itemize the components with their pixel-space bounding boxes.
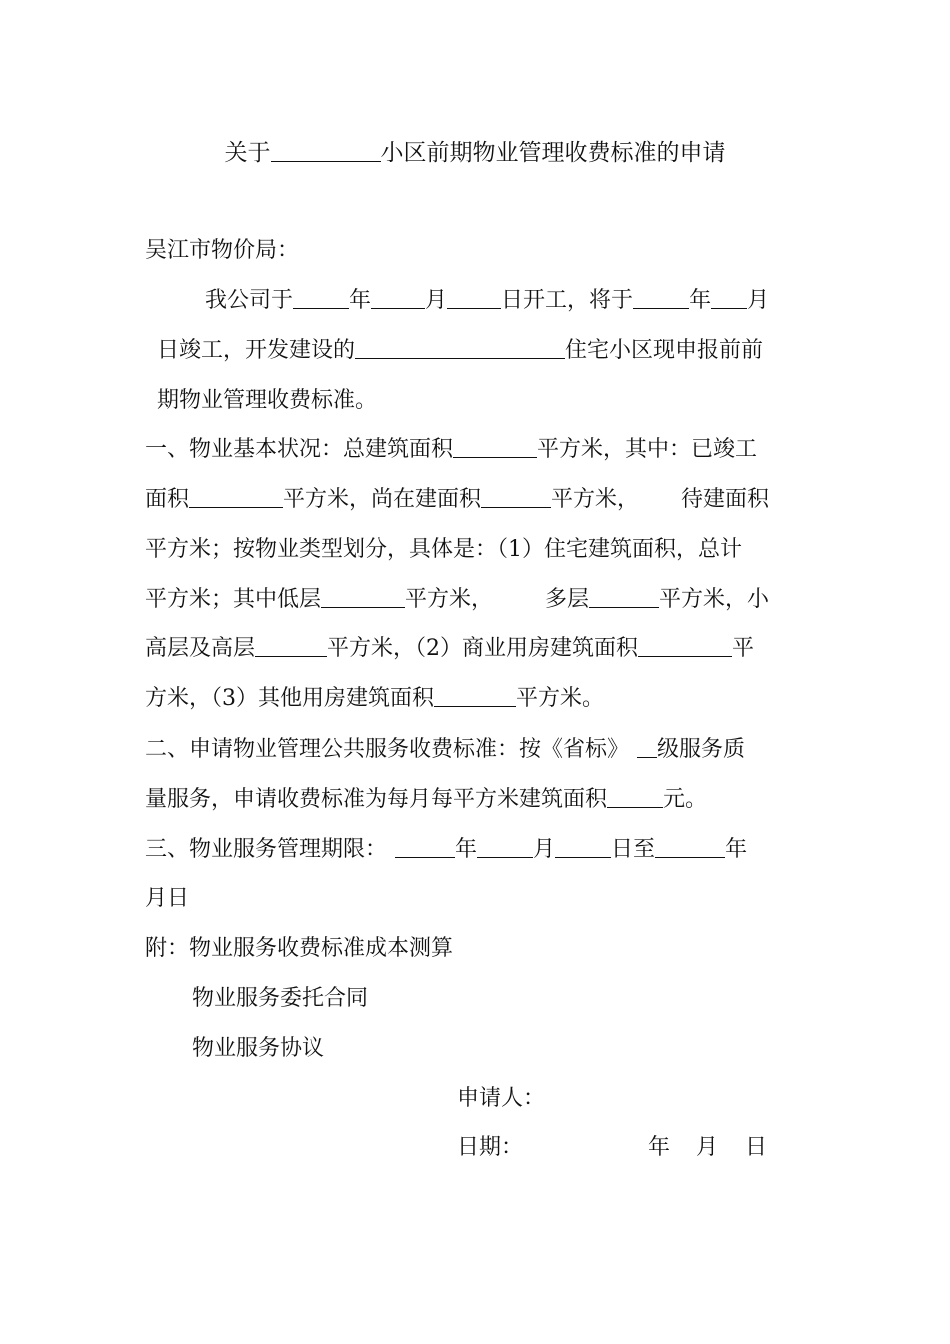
date-day-label: 日 — [745, 1135, 768, 1160]
period-end-year-blank — [655, 835, 725, 858]
finish-year-blank — [633, 286, 689, 309]
intro-text: 日开工，将于 — [501, 288, 634, 313]
section1-line-1 — [145, 435, 757, 465]
intro-line-2 — [157, 336, 763, 366]
section2-text: 二、申请物业管理公共服务收费标准：按《省标》 — [145, 737, 630, 762]
section1-line-6 — [145, 684, 604, 714]
intro-text: 年 — [689, 288, 712, 313]
section1-line-2 — [145, 485, 769, 515]
section2-line-1 — [145, 735, 745, 765]
section1-text: 平方米；其中低层 — [145, 587, 322, 612]
addressee: 吴江市物价局： — [145, 238, 300, 263]
section1-line-4 — [145, 585, 769, 615]
service-level-blank — [637, 735, 657, 758]
section1-text: 待建面积 — [681, 487, 770, 512]
section1-text: 平方米，小 — [659, 587, 770, 612]
intro-text: 月 — [747, 288, 770, 313]
document-title — [0, 137, 950, 169]
section3-line-1 — [145, 835, 747, 865]
intro-text: 住宅小区现申报前前 — [565, 338, 764, 363]
start-year-blank — [293, 286, 349, 309]
section1-line-5 — [145, 634, 754, 664]
intro-line-3: 期物业管理收费标准。 — [157, 388, 378, 413]
period-start-month-blank — [477, 835, 533, 858]
section1-text: 平方米， — [551, 487, 640, 512]
project-name-blank — [355, 336, 565, 359]
attachment-item-contract: 物业服务委托合同 — [192, 986, 369, 1011]
date-label: 日期： — [457, 1135, 524, 1160]
section3-text: 年 — [725, 837, 748, 862]
under-construction-area-blank — [481, 485, 551, 508]
section3-line-2: 月日 — [145, 886, 190, 911]
start-month-blank — [371, 286, 425, 309]
section1-text: 平方米，尚在建面积 — [283, 487, 482, 512]
section1-text: 面积 — [145, 487, 190, 512]
date-year-label: 年 — [648, 1135, 671, 1160]
high-rise-area-blank — [255, 634, 327, 657]
section3-text: 三、物业服务管理期限： — [145, 837, 388, 862]
other-area-blank — [434, 684, 516, 707]
attachments-label: 附：物业服务收费标准成本测算 — [145, 936, 454, 961]
section1-line-3: 平方米；按物业类型划分，具体是：（1）住宅建筑面积，总计 — [145, 537, 742, 562]
intro-text: 月 — [425, 288, 448, 313]
intro-text: 我公司于 — [205, 288, 294, 313]
section1-text: 平方米， — [405, 587, 494, 612]
period-start-day-blank — [555, 835, 611, 858]
title-suffix: 小区前期物业管理收费标准的申请 — [380, 140, 726, 166]
community-name-blank — [271, 139, 381, 162]
completed-area-blank — [189, 485, 283, 508]
section3-text: 月 — [533, 837, 556, 862]
commercial-area-blank — [638, 634, 732, 657]
section2-text: 级服务质 — [657, 737, 746, 762]
fee-per-sqm-blank — [607, 785, 663, 808]
start-day-blank — [447, 286, 501, 309]
intro-line-1 — [205, 286, 769, 316]
section1-text: 一、物业基本状况：总建筑面积 — [145, 437, 454, 462]
period-start-year-blank — [395, 835, 455, 858]
section2-text: 元。 — [663, 787, 708, 812]
total-area-blank — [453, 435, 537, 458]
finish-month-blank — [711, 286, 747, 309]
section1-text: 高层及高层 — [145, 636, 256, 661]
section1-text: 平方米，（2）商业用房建筑面积 — [327, 636, 639, 661]
section1-text: 平方米，其中：已竣工 — [537, 437, 758, 462]
section2-line-2 — [145, 785, 707, 815]
applicant-label: 申请人： — [457, 1086, 546, 1111]
multi-storey-area-blank — [589, 585, 659, 608]
intro-text: 日竣工，开发建设的 — [157, 338, 356, 363]
intro-text: 年 — [349, 288, 372, 313]
section1-text: 方米，（3）其他用房建筑面积 — [145, 686, 434, 711]
section3-text: 日至 — [611, 837, 656, 862]
attachment-item-agreement: 物业服务协议 — [192, 1036, 325, 1061]
low-rise-area-blank — [321, 585, 405, 608]
date-month-label: 月 — [696, 1135, 719, 1160]
section1-text: 平方米。 — [516, 686, 605, 711]
section3-text: 年 — [455, 837, 478, 862]
section1-text: 多层 — [545, 587, 590, 612]
section1-text: 平 — [732, 636, 755, 661]
title-prefix: 关于 — [224, 140, 271, 166]
section2-text: 量服务，申请收费标准为每月每平方米建筑面积 — [145, 787, 608, 812]
